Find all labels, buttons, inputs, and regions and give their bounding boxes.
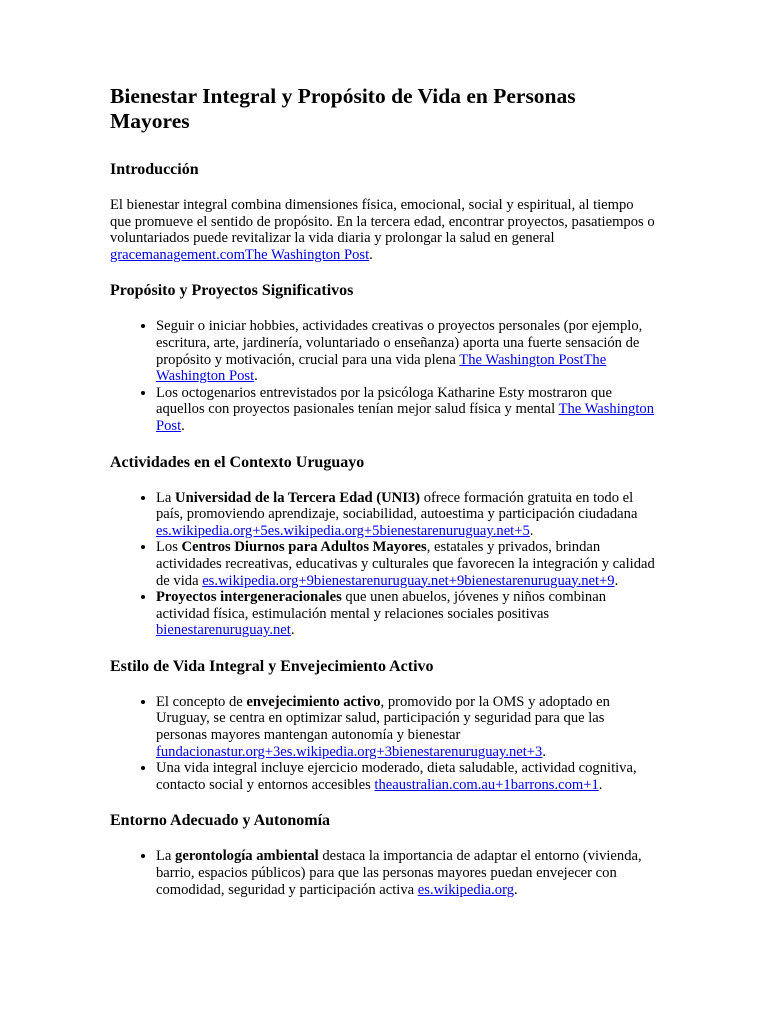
list-item-text: destaca la importancia de adaptar el entorno (vivienda, barrio, espacios públicos) para que las personas mayores puedan envejecer con comodidad, seguridad y participación activa — [156, 848, 642, 898]
intro-end: . — [369, 246, 373, 263]
list-item-end: . — [290, 622, 295, 639]
section-heading-environment: Entorno Adecuado y Autonomía — [110, 812, 331, 830]
list-item — [156, 760, 655, 793]
list-item — [156, 589, 655, 639]
source-link[interactable]: bienestarenuruguay.net — [156, 622, 291, 639]
source-link[interactable]: theaustralian.com.au+1barrons.com+1 — [374, 776, 599, 793]
list-item — [156, 694, 655, 760]
list-item-prefix: Los — [156, 539, 182, 556]
intro-paragraph — [110, 197, 655, 263]
list-item-end: . — [529, 522, 534, 539]
uruguay-list — [110, 490, 655, 639]
lifestyle-list — [110, 694, 655, 794]
purpose-list — [110, 318, 655, 434]
list-item-bold: gerontología ambiental — [175, 848, 319, 865]
list-item-end: . — [181, 417, 185, 434]
list-item-end: . — [254, 368, 258, 385]
source-link[interactable]: es.wikipedia.org+5es.wikipedia.org+5bienestarenuruguay.net+5 — [156, 522, 530, 539]
source-link[interactable]: es.wikipedia.org — [417, 881, 514, 898]
source-link[interactable]: The Washington Post — [156, 401, 655, 434]
source-link[interactable]: fundacionastur.org+3es.wikipedia.org+3bienestarenuruguay.net+3 — [156, 743, 543, 760]
list-item-bold: Proyectos intergeneracionales — [156, 589, 342, 606]
intro-source-link[interactable]: gracemanagement.comThe Washington Post — [110, 246, 370, 263]
list-item-text: , promovido por la OMS y adoptado en Uruguay, se centra en optimizar salud, participación y seguridad para que las personas mayores mantengan autonomía y bienestar — [156, 693, 610, 744]
list-item-text: , estatales y privados, brindan actividades recreativas, educativas y culturales que favorecen la integración y calidad de vida — [156, 539, 655, 589]
list-item-prefix: El concepto de — [156, 693, 247, 710]
intro-text: El bienestar integral combina dimensiones física, emocional, social y espiritual, al tiempo que promueve el sentido de propósito. En la tercera edad, encontrar proyectos, pasatiempos o voluntariados puede revitalizar la vida diaria y prolongar la salud en general — [110, 197, 655, 247]
list-item-bold: Centros Diurnos para Adultos Mayores — [181, 539, 427, 556]
list-item-prefix: La — [156, 848, 176, 865]
list-item-end: . — [514, 881, 518, 898]
source-link[interactable]: The Washington PostThe Washington Post — [156, 351, 607, 385]
source-link[interactable]: es.wikipedia.org+9bienestarenuruguay.net+9bienestarenuruguay.net+9 — [202, 572, 615, 589]
section-heading-uruguay: Actividades en el Contexto Uruguayo — [110, 453, 365, 471]
list-item — [156, 490, 655, 540]
list-item-end: . — [598, 776, 603, 793]
section-heading-intro: Introducción — [110, 161, 199, 178]
list-item-end: . — [542, 743, 546, 760]
environment-list — [110, 848, 655, 898]
list-item-prefix: Una vida integral incluye ejercicio moderado, dieta saludable, actividad cognitiva, contacto social y entornos accesibles — [156, 760, 637, 793]
list-item-text: ofrece formación gratuita en todo el país, promoviendo aprendizaje, sociabilidad, autoestima y participación ciudadana — [156, 489, 638, 523]
list-item-prefix: La — [156, 489, 176, 506]
list-item — [156, 318, 655, 384]
list-item-text: que unen abuelos, jóvenes y niños combinan actividad física, estimulación mental y relaciones sociales positivas — [156, 589, 607, 622]
list-item — [156, 848, 655, 898]
list-item-bold: Universidad de la Tercera Edad (UNI3) — [175, 489, 421, 506]
list-item-end: . — [614, 572, 619, 589]
list-item-bold: envejecimiento activo — [246, 693, 381, 710]
document-title: Bienestar Integral y Propósito de Vida en Personas Mayores — [110, 84, 576, 133]
list-item-text: Seguir o iniciar hobbies, actividades creativas o proyectos personales (por ejemplo, escritura, arte, jardinería, voluntariado o enseñanza) aporta una fuerte sensación de propósito y motivación, crucial para una vida plena — [156, 318, 643, 368]
section-heading-purpose: Propósito y Proyectos Significativos — [110, 282, 354, 300]
document-page — [110, 84, 655, 916]
section-heading-lifestyle: Estilo de Vida Integral y Envejecimiento Activo — [110, 657, 434, 675]
list-item-text: Los octogenarios entrevistados por la psicóloga Katharine Esty mostraron que aquellos con proyectos pasionales tenían mejor salud física y mental — [156, 384, 612, 418]
list-item — [156, 539, 655, 589]
list-item — [156, 385, 655, 435]
